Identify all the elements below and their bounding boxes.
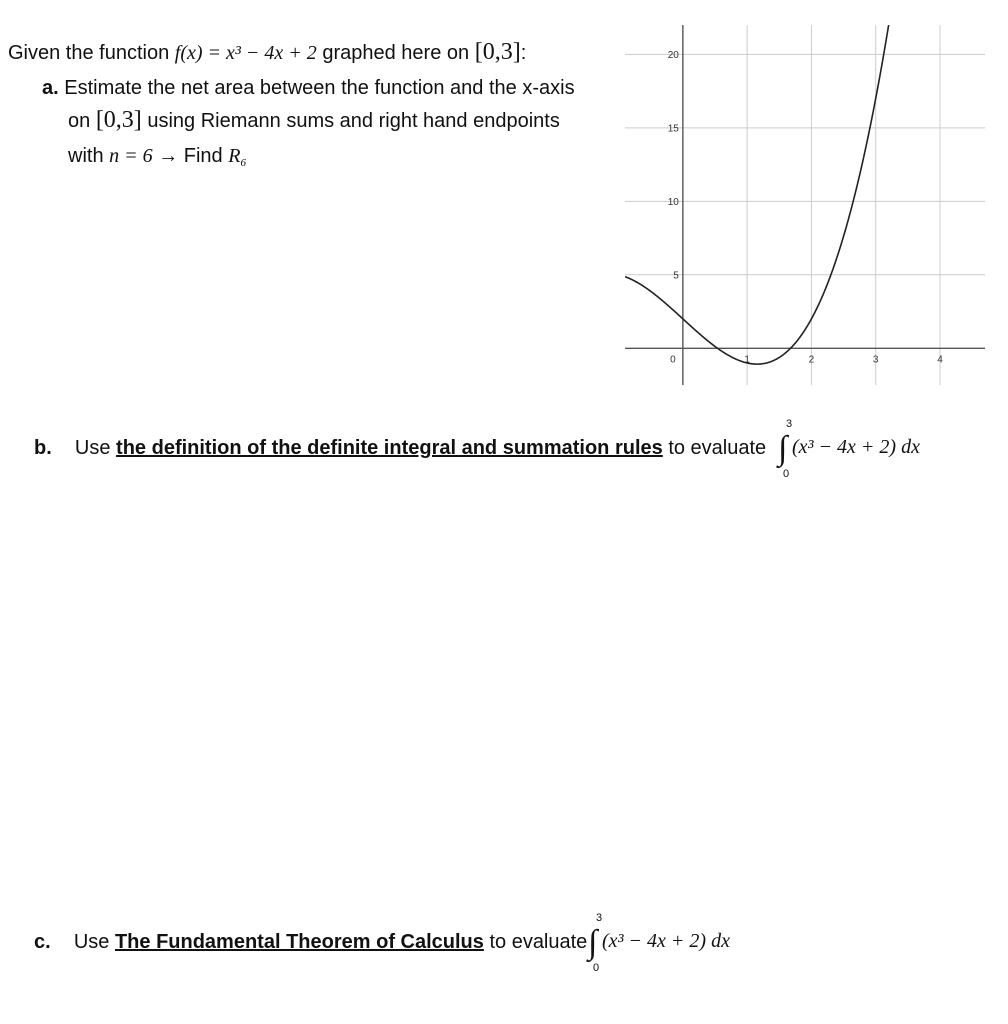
intro-line bbox=[8, 40, 526, 65]
graph-tick-labels bbox=[668, 50, 943, 365]
x-tick-label: 0 bbox=[670, 354, 676, 366]
part-a-line1 bbox=[42, 76, 575, 100]
integral-upper-bound: 3 bbox=[596, 912, 603, 924]
y-tick-label: 10 bbox=[667, 196, 679, 208]
part-b-suffix: to evaluate bbox=[668, 437, 767, 459]
part-a-text-line2: using Riemann sums and right hand endpoints bbox=[147, 110, 560, 132]
part-a-n-expression: n = 6 bbox=[109, 145, 153, 167]
intro-colon: : bbox=[520, 42, 527, 64]
integral-lower-bound: 0 bbox=[593, 962, 600, 974]
integrand: (x³ − 4x + 2) dx bbox=[602, 930, 730, 952]
integral-lower-bound: 0 bbox=[783, 468, 790, 480]
y-tick-label: 15 bbox=[667, 123, 679, 135]
x-tick-label: 2 bbox=[808, 354, 815, 366]
part-a-interval: [0,3] bbox=[95, 107, 142, 133]
part-a-on: on bbox=[68, 110, 91, 132]
part-b-emphasis: the definition of the definite integral and summation rules bbox=[116, 437, 663, 459]
integral-sign: ∫ bbox=[588, 924, 598, 961]
x-tick-label: 1 bbox=[744, 354, 750, 366]
integral-sign: ∫ bbox=[778, 430, 788, 467]
part-a-label: a. bbox=[42, 77, 59, 99]
integral-upper-bound: 3 bbox=[786, 418, 793, 430]
part-c-use: Use bbox=[73, 931, 110, 953]
part-a-find: Find bbox=[183, 145, 223, 167]
intro-graphed-text: graphed here on bbox=[322, 42, 470, 64]
part-c-line bbox=[34, 930, 587, 954]
arrow-right-icon: → bbox=[158, 145, 179, 167]
riemann-sum-symbol: $R_6$ bbox=[228, 145, 246, 169]
part-a-line2 bbox=[68, 108, 560, 133]
part-b-label: b. bbox=[34, 437, 52, 459]
integrand: (x³ − 4x + 2) dx bbox=[792, 436, 920, 458]
function-curve bbox=[625, 25, 893, 364]
integral-expression-b bbox=[778, 418, 958, 484]
part-b-line bbox=[34, 436, 766, 460]
part-a-with: with bbox=[68, 145, 104, 167]
x-tick-label: 3 bbox=[872, 354, 879, 366]
part-c-emphasis: The Fundamental Theorem of Calculus bbox=[114, 931, 484, 953]
part-b-use: Use bbox=[74, 437, 111, 459]
intro-lead: Given the function bbox=[8, 42, 170, 64]
x-tick-label: 4 bbox=[937, 354, 943, 366]
function-graph bbox=[625, 25, 985, 385]
y-tick-label: 20 bbox=[667, 49, 679, 61]
intro-interval: [0,3] bbox=[474, 39, 521, 65]
part-c-label: c. bbox=[34, 931, 51, 953]
y-tick-label: 5 bbox=[673, 270, 679, 282]
part-c-suffix: to evaluate bbox=[489, 931, 588, 953]
function-expression: f(x) = x³ − 4x + 2 bbox=[174, 42, 317, 64]
part-a-line3 bbox=[68, 144, 246, 175]
part-a-text-line1: Estimate the net area between the function and the x-axis bbox=[64, 77, 575, 99]
integral-expression-c bbox=[588, 912, 768, 978]
